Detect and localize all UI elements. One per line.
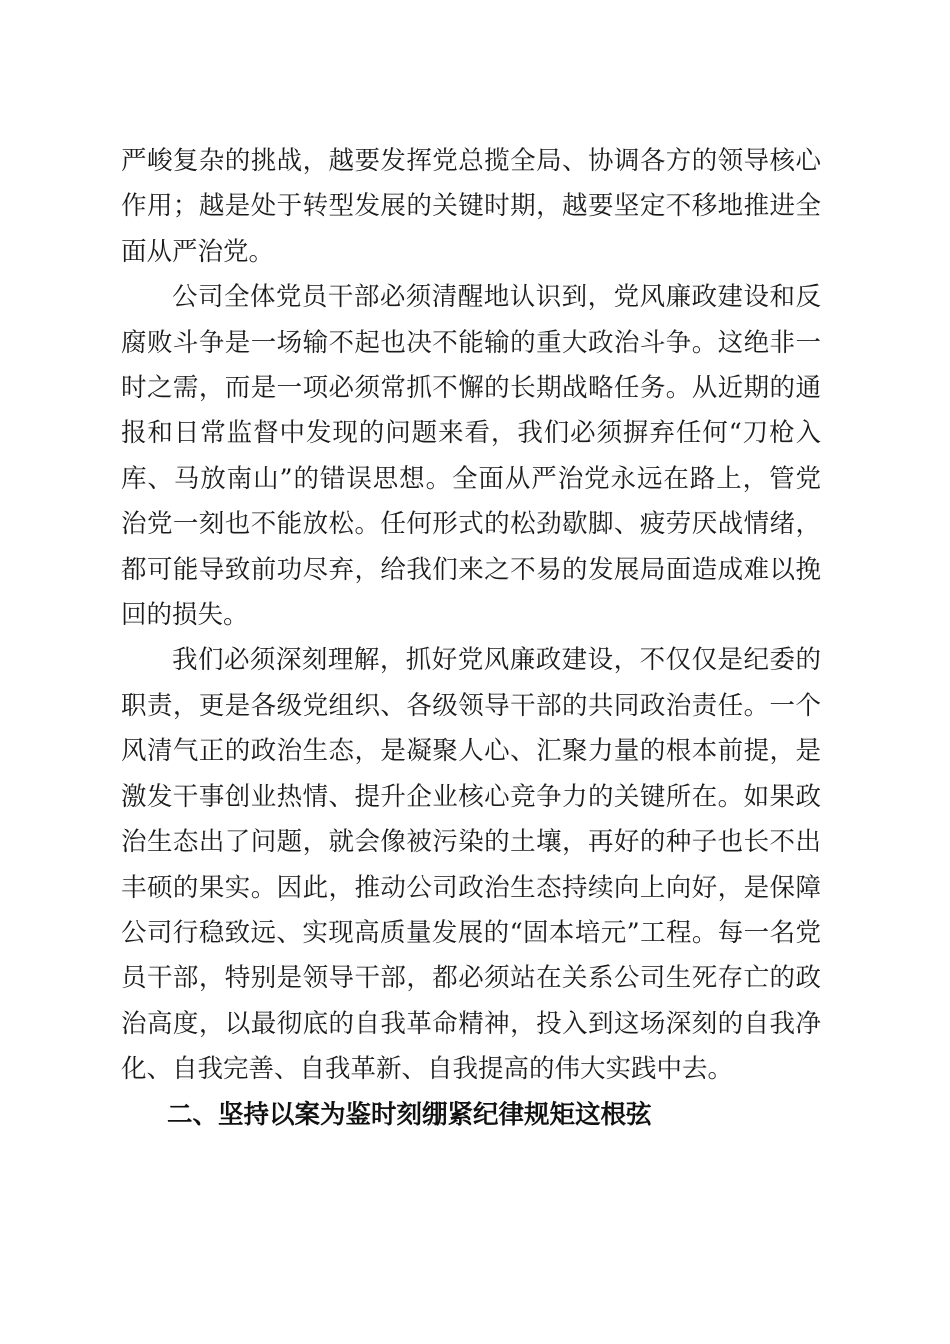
paragraph-continued: 严峻复杂的挑战，越要发挥党总揽全局、协调各方的领导核心作用；越是处于转型发展的关键时期，越要坚定不移地推进全面从严治党。 [121, 146, 821, 267]
section-heading: 二、坚持以案为鉴时刻绷紧纪律规矩这根弦 [167, 1099, 652, 1130]
paragraph-political-ecology: 我们必须深刻理解，抓好党风廉政建设，不仅仅是纪委的职责，更是各级党组织、各级领导干部的共同政治责任。一个风清气正的政治生态，是凝聚人心、汇聚力量的根本前提，是激发干事创业热情、提升企业核心竞争力的关键所在。如果政治生态出了问题，就会像被污染的土壤，再好的种子也长不出丰硕的果实。因此，推动公司政治生态持续向上向好，是保障公司行稳致远、实现高质量发展的“固本培元”工程。每一名党员干部，特别是领导干部，都必须站在关系公司生死存亡的政治高度，以最彻底的自我革命精神，投入到这场深刻的自我净化、自我完善、自我革新、自我提高的伟大实践中去。 [121, 645, 821, 1085]
document-body [121, 139, 821, 1138]
paragraph-party-members: 公司全体党员干部必须清醒地认识到，党风廉政建设和反腐败斗争是一场输不起也决不能输的重大政治斗争。这绝非一时之需，而是一项必须常抓不懈的长期战略任务。从近期的通报和日常监督中发现的问题来看，我们必须摒弃任何“刀枪入库、马放南山”的错误思想。全面从严治党永远在路上，管党治党一刻也不能放松。任何形式的松劲歇脚、疲劳厌战情绪，都可能导致前功尽弃，给我们来之不易的发展局面造成难以挽回的损失。 [121, 282, 821, 631]
